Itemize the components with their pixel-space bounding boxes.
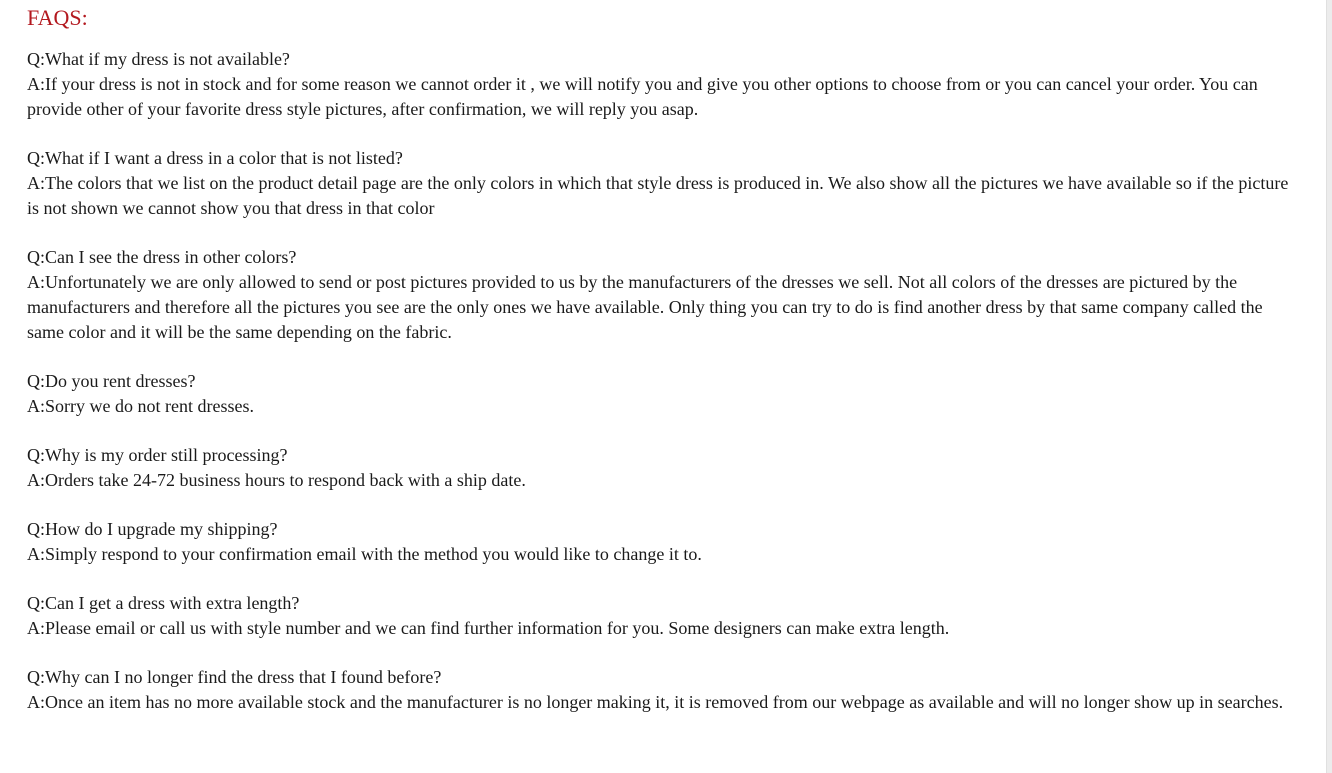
faq-answer: A:Please email or call us with style number and we can find further information for you. Some designers can make extra length. <box>27 618 950 638</box>
faq-answer: A:Once an item has no more available stock and the manufacturer is no longer making it, it is removed from our webpage as available and will no longer show up in searches. <box>27 692 1284 712</box>
faq-answer: A:Orders take 24-72 business hours to respond back with a ship date. <box>27 470 526 490</box>
faq-question: Q:Do you rent dresses? <box>27 371 196 391</box>
faq-list <box>27 47 1302 715</box>
faq-item <box>27 369 1302 419</box>
page-right-border <box>1326 0 1332 773</box>
faq-item <box>27 443 1302 493</box>
faq-answer: A:Sorry we do not rent dresses. <box>27 396 254 416</box>
faq-question: Q:Why can I no longer find the dress that I found before? <box>27 667 442 687</box>
faq-section <box>27 4 1302 739</box>
faq-item <box>27 665 1302 715</box>
faq-question: Q:Can I see the dress in other colors? <box>27 247 297 267</box>
faq-answer: A:If your dress is not in stock and for some reason we cannot order it , we will notify you and give you other options to choose from or you can cancel your order. You can provide other of your favorite dress style pictures, after confirmation, we will reply you asap. <box>27 74 1258 119</box>
faq-question: Q:Can I get a dress with extra length? <box>27 593 300 613</box>
faq-item <box>27 146 1302 221</box>
faq-question: Q:What if my dress is not available? <box>27 49 290 69</box>
faq-question: Q:What if I want a dress in a color that is not listed? <box>27 148 403 168</box>
faq-answer: A:Simply respond to your confirmation email with the method you would like to change it to. <box>27 544 702 564</box>
faq-question: Q:Why is my order still processing? <box>27 445 288 465</box>
faq-item <box>27 517 1302 567</box>
faq-item <box>27 47 1302 122</box>
faq-item <box>27 245 1302 345</box>
page-title: FAQS: <box>27 5 88 30</box>
faq-item <box>27 591 1302 641</box>
faq-answer: A:The colors that we list on the product detail page are the only colors in which that style dress is produced in. We also show all the pictures we have available so if the picture is not shown we cannot show you that dress in that color <box>27 173 1289 218</box>
faq-answer: A:Unfortunately we are only allowed to send or post pictures provided to us by the manufacturers of the dresses we sell. Not all colors of the dresses are pictured by the manufacturers and therefore all the pictures you see are the only ones we have available. Only thing you can try to do is find another dress by that same company called the same color and it will be the same depending on the fabric. <box>27 272 1263 342</box>
faq-question: Q:How do I upgrade my shipping? <box>27 519 278 539</box>
